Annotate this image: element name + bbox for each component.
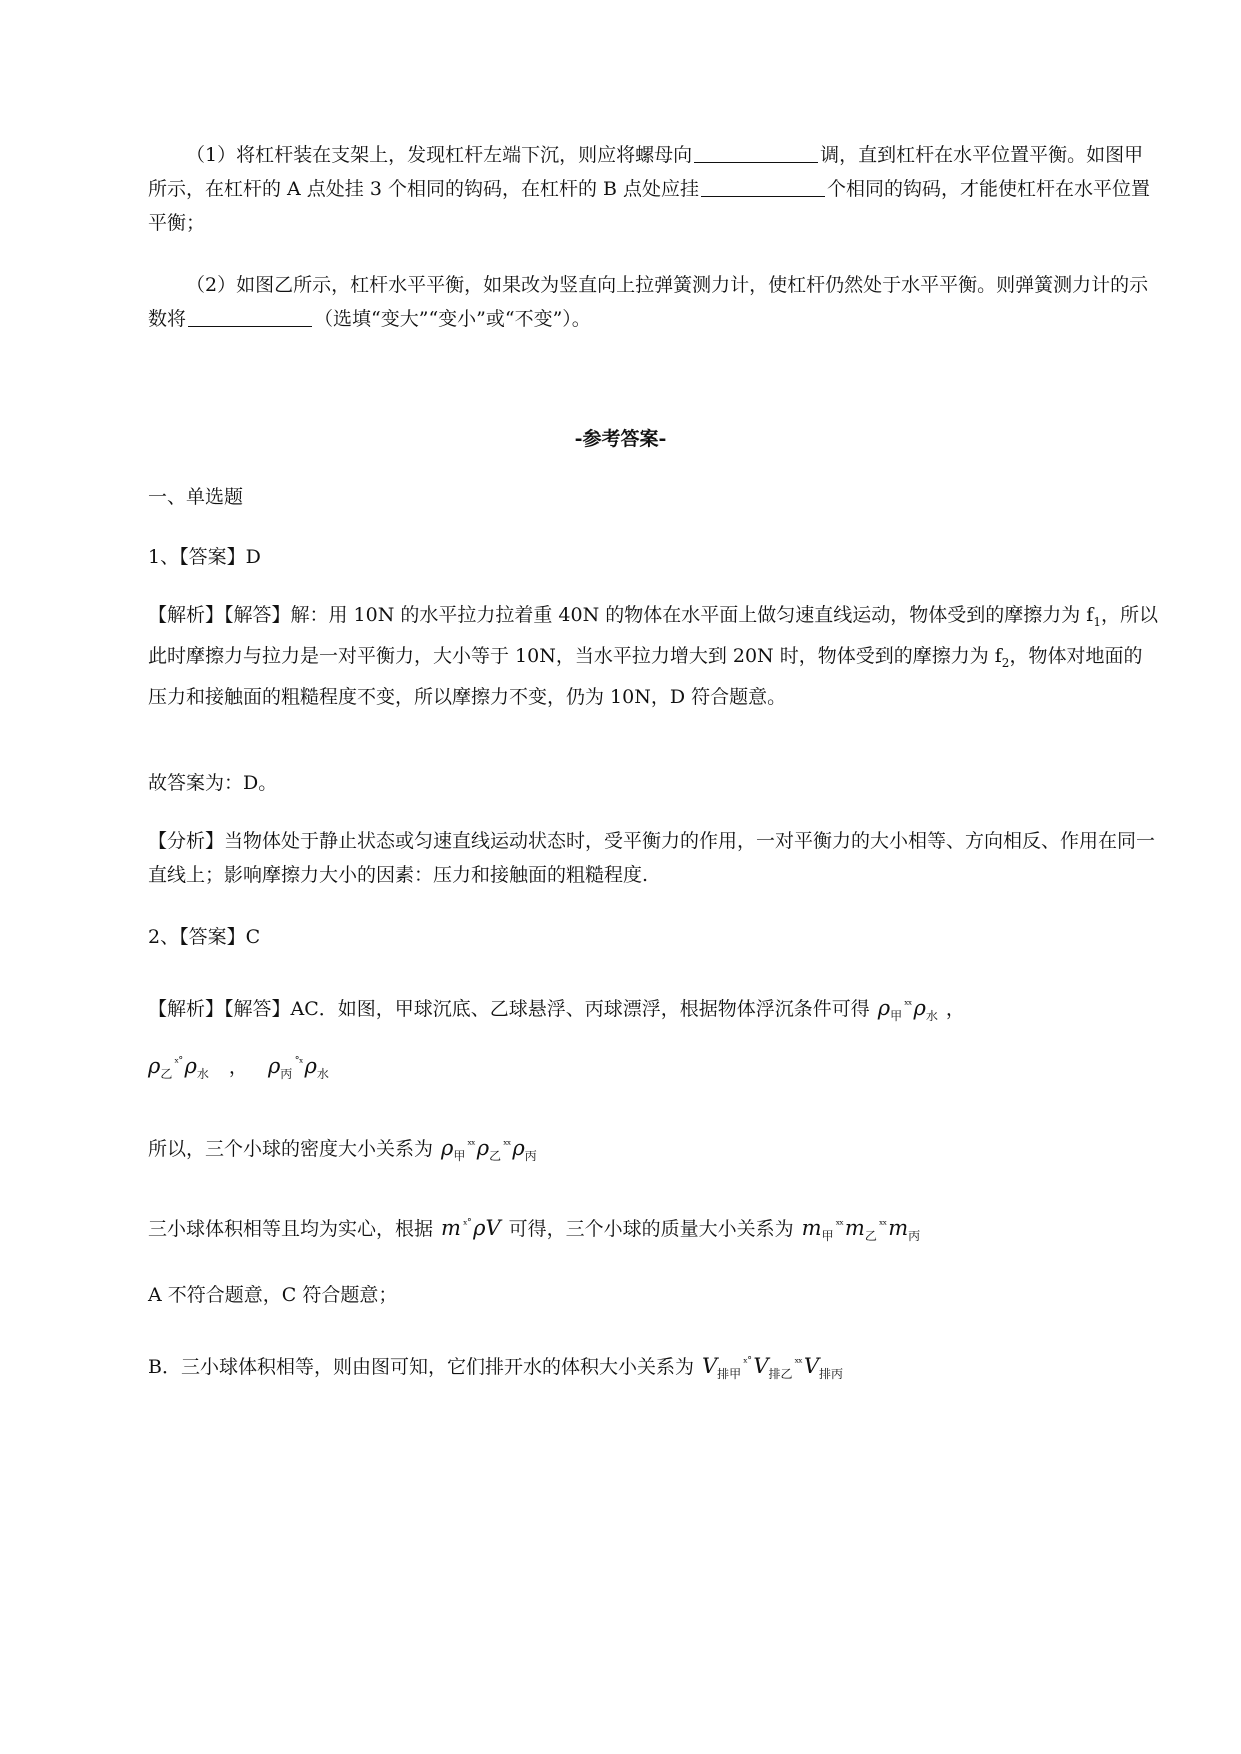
- answer-1-conclusion: 故答案为：D。: [148, 772, 278, 794]
- answer-2-volume-line: [148, 1346, 1158, 1391]
- answer-blank[interactable]: [188, 304, 312, 327]
- text: ，物体对地面的压力和接触面的粗糙程度不变，所以摩擦力不变，仍为 10N，D 符合题意。: [148, 644, 1143, 708]
- text: 可得，三个小球的质量大小关系为: [508, 1218, 794, 1240]
- text: ，所以此时摩擦力与拉力是一对平衡力，大小等于 10N，当水平拉力增大到 20N 时，物体受到的摩擦力为 f: [148, 604, 1158, 667]
- answer-2-ac-conclusion: A 不符合题意，C 符合题意；: [148, 1284, 398, 1306]
- text: 三小球体积相等且均为实心，根据: [148, 1218, 434, 1240]
- text: B．三小球体积相等，则由图可知，它们排开水的体积大小关系为: [148, 1356, 694, 1378]
- answer-title: -参考答案-: [574, 428, 667, 450]
- text: （1）将杠杆装在支架上，发现杠杆左端下沉，则应将螺母向: [186, 144, 693, 166]
- formula: $\rho_甲^{ˣˣ}\rho_乙^{ˣˣ}\rho_丙$: [441, 1136, 537, 1163]
- formula: m $^{ˣ˚}$ρV: [441, 1216, 501, 1240]
- text: （选填“变大”“变小”或“不变”）。: [314, 308, 591, 330]
- answer-2-jiexi: 【解析】【解答】AC．如图，甲球沉底、乙球悬浮、丙球漂浮，根据物体浮沉条件可得 $\rho_甲^{ˣˣ}\rho_水$ ，: [148, 988, 1158, 1033]
- text: 所以，三个小球的密度大小关系为: [148, 1138, 434, 1160]
- answer-1-fenxi: 【分析】当物体处于静止状态或匀速直线运动状态时，受平衡力的作用，一对平衡力的大小相等、方向相反、作用在同一直线上；影响摩擦力大小的因素：压力和接触面的粗糙程度.: [148, 830, 1156, 886]
- subscript: 2: [1001, 655, 1010, 670]
- text: 【解析】【解答】AC．如图，甲球沉底、乙球悬浮、丙球漂浮，根据物体浮沉条件可得: [148, 998, 870, 1020]
- formula: $\rho_甲^{ˣˣ}\rho_水$: [877, 996, 938, 1023]
- answer-1-head: 1、【答案】D: [148, 546, 261, 568]
- question-part-1: [148, 138, 1158, 240]
- answer-2-head: 2、【答案】C: [148, 926, 261, 948]
- answer-2-mass-line: [148, 1208, 1158, 1253]
- text: 个相同的钩码，才能使杠杆在水平位置平衡；: [148, 178, 1151, 234]
- subscript: 1: [1093, 614, 1101, 629]
- section-heading: 一、单选题: [148, 486, 244, 508]
- formula: $V_{排甲}^{ˣ˚}V_{排乙}^{ˣˣ}V_{排丙}$: [701, 1354, 844, 1381]
- answer-blank[interactable]: [701, 174, 825, 197]
- answer-2-density-line: [148, 1128, 1158, 1173]
- formula: $m_甲^{ˣˣ}m_乙^{ˣˣ}m_丙$: [801, 1216, 921, 1243]
- text: 调，直到杠杆在水平位置平衡。如图甲所示，在杠杆的 A 点处挂 3 个相同的钩码，在杠杆的 B 点处应挂: [148, 144, 1144, 200]
- formula: $\rho_乙^{ˣ˚}\rho_水$: [148, 1054, 209, 1081]
- question-part-2: [148, 268, 1158, 336]
- text: 【解析】【解答】解：用 10N 的水平拉力拉着重 40N 的物体在水平面上做匀速直线运动，物体受到的摩擦力为 f: [148, 604, 1094, 626]
- answer-1-jiexi: [148, 598, 1158, 714]
- text: （2）如图乙所示，杠杆水平平衡，如果改为竖直向上拉弹簧测力计，使杠杆仍然处于水平平衡。则弹簧测力计的示数将: [148, 274, 1149, 330]
- answer-blank[interactable]: [694, 140, 818, 163]
- formula: $\rho_丙^{˚ˣ}\rho_水$: [267, 1054, 329, 1081]
- answer-2-formula-line: $\rho_乙^{ˣ˚}\rho_水$ ， $\rho_丙^{˚ˣ}\rho_水$: [148, 1046, 1158, 1091]
